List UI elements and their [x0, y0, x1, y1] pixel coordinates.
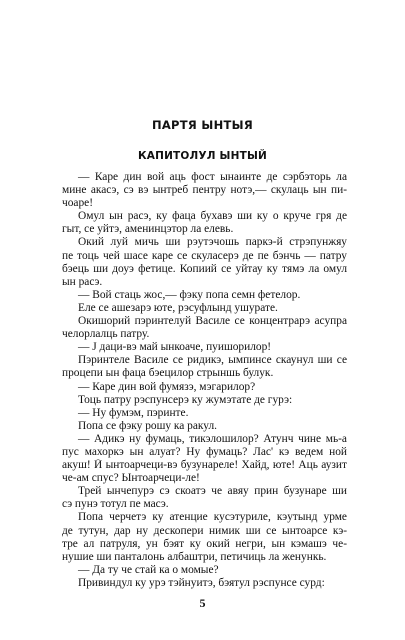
text-line: Попа черчетэ ку атенцие кусэтуриле, кэутынд урме	[78, 511, 347, 524]
body-text	[62, 171, 347, 590]
page-number: 5	[199, 596, 206, 610]
text-line: де тутун, дар ну дескопери нимик ши се ынтоарсе кэ-	[62, 524, 347, 537]
text-line: — Да ту че стай ка о момые?	[78, 563, 219, 576]
text-line: пус махоркэ ын алуат? Ну фумаць? Лас' кэ ведем ной	[62, 445, 347, 458]
text-line: сэ пунэ тотул пе масэ.	[62, 498, 169, 511]
text-line: Трей ынчепурэ сэ скоатэ че авяу прин бузунаре ши	[78, 485, 347, 498]
text-line: — Ну фумэм, пэринте.	[78, 406, 189, 419]
text-line: Тоць патру рэспунсерэ ку жумэтате де гурэ:	[78, 393, 293, 406]
text-line: нушие ши панталонь албаштри, петичиць ла женункь.	[62, 550, 327, 563]
text-line: тре ал патруля, ун бэят ку окий негри, ын кэмашэ че-	[62, 537, 347, 550]
text-line: чоаре!	[62, 197, 94, 210]
text-line: челорлалць патру.	[62, 328, 150, 341]
text-line: мине акасэ, сэ вэ ынтреб пентру нотэ,— скулаць ын пи-	[62, 184, 347, 197]
text-line: — Каре дин вой фумязэ, мэгарилор?	[78, 380, 256, 393]
text-line: — Ј даци-вэ май ынкоаче, пуишорилор!	[78, 341, 272, 354]
text-line: бэець ши доуэ фетице. Копиий се уйтау ку тямэ ла омул	[62, 262, 347, 275]
text-line: Пэринтеле Василе се ридикэ, ымпинсе скаунул ши се	[78, 354, 347, 367]
text-line: гыт, се уйтэ, аменинцэтор ла елевь.	[62, 223, 234, 236]
text-line: пе тоць чей шасе каре се скуласерэ де пе бэнчь — патру	[62, 249, 347, 262]
text-line: Окий луй мичь ши рэутэчошь паркэ-й стрэпунжяу	[78, 236, 347, 249]
text-line: че-ам спус? Ынтоарчеци-ле!	[62, 472, 200, 485]
part-title: ПАРТЯ ЫНТЫЯ	[151, 118, 254, 132]
chapter-title: КАПИТОЛУЛ ЫНТЫЙ	[137, 150, 268, 162]
text-line: акуш! Й ынтоарчеци-вэ бузунареле! Хайд, юте! Аць аузит	[62, 459, 347, 472]
text-line: Еле се ашезарэ юте, рэсуфлынд ушурате.	[78, 301, 278, 314]
text-line: — Адикэ ну фумаць, тикэлошилор? Атунч чине мь-а	[78, 432, 347, 445]
text-line: Попа се фэку рошу ка ракул.	[78, 419, 218, 432]
text-line: Омул ын расэ, ку фаца бухавэ ши ку о круче гря де	[78, 210, 347, 223]
text-line: — Вой стаць жос,— фэку попа семн фетелор.	[78, 288, 301, 301]
text-line: Окишорий пэринтелуй Василе се концентрарэ асупра	[78, 315, 347, 328]
text-line: ын расэ.	[62, 275, 103, 288]
text-line: Привиндул ку урэ тэйнуитэ, бэятул рэспунсе сурд:	[78, 576, 325, 589]
text-line: процепи ын фаца бэецилор стрыншь булук.	[62, 367, 274, 380]
text-line: — Каре дин вой аць фост ынаинте де сэрбэторь ла	[78, 171, 347, 183]
